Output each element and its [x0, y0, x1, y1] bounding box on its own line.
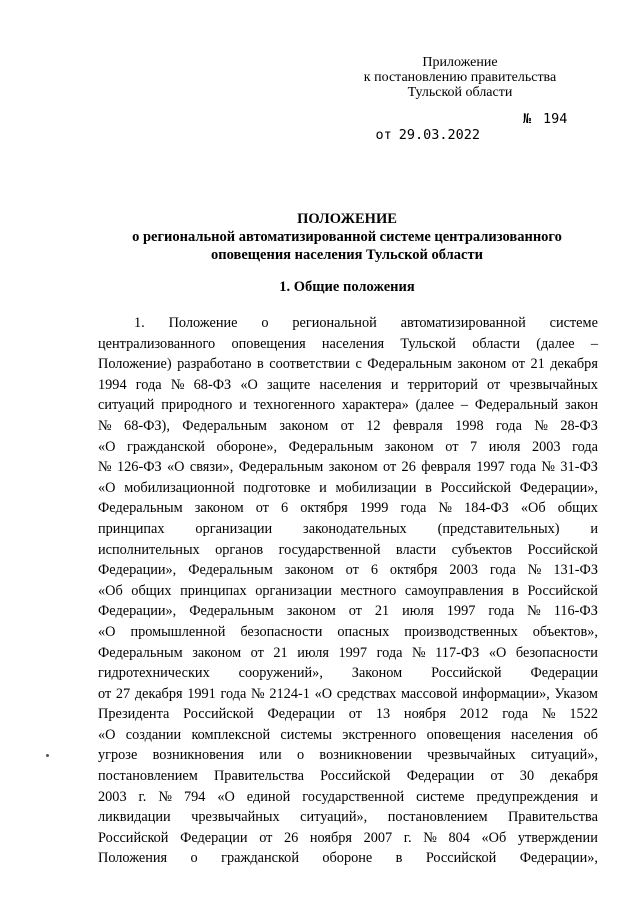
- paragraph-word: организации: [255, 582, 332, 599]
- paragraph-word: законом: [194, 500, 244, 517]
- paragraph-word: 21: [273, 644, 288, 661]
- number-label: №: [523, 111, 532, 127]
- paragraph-word: субъектов: [451, 541, 513, 558]
- paragraph-word: населения: [321, 335, 385, 352]
- paragraph-word: населения: [511, 726, 574, 743]
- paragraph-word: Федерации»,: [98, 562, 177, 579]
- paragraph-word: от: [382, 459, 397, 476]
- paragraph-word: защите: [266, 376, 311, 393]
- paragraph-word: февраля: [421, 459, 471, 476]
- paragraph-word: общих: [131, 582, 172, 599]
- paragraph-word: 1998: [455, 417, 484, 434]
- paragraph-word: года: [400, 500, 427, 517]
- paragraph-word: средствах: [336, 685, 397, 702]
- paragraph-word: «О: [98, 479, 116, 496]
- paragraph-word: чрезвычайных: [427, 747, 516, 764]
- paragraph-word: 126-ФЗ: [117, 459, 162, 476]
- paragraph-word: организации: [195, 520, 273, 537]
- paragraph-word: 7: [470, 438, 478, 455]
- paragraph-line: [98, 313, 598, 334]
- paragraph-word: №: [98, 459, 112, 476]
- paragraph-word: от: [348, 706, 362, 723]
- paragraph-word: октября: [300, 500, 348, 517]
- paragraph-word: февраля: [392, 417, 443, 434]
- paragraph-word: №: [251, 685, 265, 702]
- paragraph-word: ликвидации: [98, 809, 171, 826]
- section-heading: 1. Общие положения: [279, 279, 415, 295]
- paragraph-word: комплексной: [191, 726, 271, 743]
- paragraph-word: 2012: [459, 706, 489, 723]
- paragraph-word: 30: [519, 768, 535, 785]
- paragraph-word: гражданской: [221, 850, 299, 867]
- paragraph-word: угрозе: [98, 747, 138, 764]
- paragraph-word: 31-ФЗ: [560, 459, 598, 476]
- paragraph-word: от: [250, 644, 264, 661]
- paragraph-line: [98, 848, 598, 869]
- paragraph-word: о: [190, 850, 198, 867]
- paragraph-word: октября: [389, 562, 438, 579]
- paragraph-word: оповещения: [231, 335, 306, 352]
- paragraph-word: гидротехнических: [98, 665, 210, 682]
- paragraph-word: «О: [98, 726, 116, 743]
- decree-date: 29.03.2022: [398, 127, 481, 143]
- paragraph-word: 1997: [476, 459, 505, 476]
- paragraph-word: 26: [401, 459, 416, 476]
- paragraph-word: №: [423, 829, 437, 846]
- paragraph-word: 1997: [338, 644, 368, 661]
- paragraph-word: г.: [403, 829, 412, 846]
- paragraph-word: сооружений»,: [238, 665, 323, 682]
- paragraph-word: от: [348, 603, 362, 620]
- paragraph-word: соответствии: [269, 356, 351, 373]
- paragraph-word: 2003: [98, 788, 127, 805]
- paragraph-line: [98, 828, 598, 849]
- paragraph-word: №: [98, 417, 112, 434]
- paragraph-line: [98, 643, 598, 664]
- paragraph-word: (далее: [415, 397, 454, 414]
- paragraph-word: автоматизированной: [400, 315, 526, 331]
- paragraph-word: принципах: [98, 520, 165, 537]
- paragraph-word: №: [411, 644, 426, 661]
- paragraph-word: 2003: [449, 562, 478, 579]
- paragraph-word: общих: [557, 500, 598, 517]
- paragraph-word: №: [541, 459, 556, 476]
- paragraph-word: чрезвычайных: [509, 376, 598, 393]
- document-title: [100, 210, 594, 264]
- paragraph-word: 28-ФЗ: [560, 417, 598, 434]
- paragraph-word: Положение: [168, 315, 238, 331]
- paragraph-line: [98, 622, 598, 643]
- paragraph-word: 117-ФЗ: [435, 644, 480, 661]
- paragraph-word: и: [239, 397, 247, 414]
- paragraph-word: Федеральным: [182, 417, 267, 434]
- paragraph-word: от: [98, 685, 112, 702]
- paragraph-line: [98, 519, 598, 540]
- paragraph-word: Российской: [425, 850, 497, 867]
- paragraph-word: единой: [246, 788, 291, 805]
- paragraph-word: Федерации: [530, 665, 598, 682]
- paragraph-word: законом: [192, 644, 242, 661]
- paragraph-line: [98, 787, 598, 808]
- paragraph-line: [98, 807, 598, 828]
- paragraph-word: информации»,: [462, 685, 550, 702]
- paragraph-word: 1999: [359, 500, 389, 517]
- paragraph-word: декабря: [550, 356, 598, 373]
- paragraph-line: [98, 457, 598, 478]
- paragraph-line: [98, 601, 598, 622]
- paragraph-word: предупреждения: [476, 788, 579, 805]
- paragraph-word: централизованного: [98, 335, 216, 352]
- paragraph-word: 27: [115, 685, 131, 702]
- paragraph-word: 6: [281, 500, 289, 517]
- paragraph-word: июля: [297, 644, 329, 661]
- paragraph-word: органов: [215, 541, 264, 558]
- paragraph-word: года: [572, 438, 598, 455]
- paragraph-word: законом: [328, 459, 378, 476]
- paragraph-word: территорий: [407, 376, 478, 393]
- paragraph-word: от: [490, 768, 504, 785]
- paragraph-word: о: [261, 315, 269, 331]
- attachment-header: [350, 55, 570, 100]
- paragraph-word: Российской: [527, 582, 598, 599]
- paragraph-word: природного: [161, 397, 233, 414]
- paragraph-word: населения: [319, 376, 382, 393]
- paragraph-word: Российской: [98, 829, 169, 846]
- paragraph-word: производственных: [404, 623, 518, 640]
- paragraph-word: возникновения: [152, 747, 244, 764]
- paragraph-word: 794: [183, 788, 206, 805]
- paragraph-word: 68-ФЗ: [193, 376, 232, 393]
- paragraph-word: связи»,: [189, 459, 234, 476]
- paragraph-word: системе: [416, 788, 465, 805]
- paragraph-word: 13: [375, 706, 391, 723]
- paragraph-word: утверждении: [517, 829, 598, 846]
- paragraph-word: с: [355, 356, 362, 373]
- paragraph-word: 184-ФЗ: [464, 500, 509, 517]
- paragraph-word: 131-ФЗ: [553, 562, 598, 579]
- paragraph-word: года: [502, 706, 529, 723]
- title-line-3: оповещения населения Тульской области: [211, 247, 483, 263]
- paragraph-word: Российской: [527, 541, 598, 558]
- paragraph-word: законом: [284, 562, 334, 579]
- paragraph-word: года: [488, 603, 515, 620]
- paragraph-word: ноября: [403, 706, 447, 723]
- paragraph-word: Положение): [98, 356, 172, 373]
- paragraph-word: законом: [457, 356, 507, 373]
- paragraph-word: 804: [448, 829, 470, 846]
- paragraph-word: «О: [240, 376, 258, 393]
- paragraph-word: Федерации»,: [519, 850, 598, 867]
- title-line-2: о региональной автоматизированной системе централизованного: [132, 229, 562, 245]
- paragraph-word: 2007: [363, 829, 393, 846]
- paragraph-word: постановлением: [98, 768, 198, 785]
- paragraph-word: подготовке: [243, 479, 311, 496]
- paragraph-word: системе: [549, 315, 598, 331]
- paragraph-word: Федеральным: [188, 562, 273, 579]
- paragraph-word: года: [510, 459, 537, 476]
- attachment-label: Приложение: [422, 55, 498, 70]
- paragraph-word: №: [534, 417, 548, 434]
- paragraph-line: [98, 725, 598, 746]
- paragraph-word: г.: [138, 788, 147, 805]
- paragraph-word: 1.: [134, 315, 145, 331]
- paragraph-line: [98, 498, 598, 519]
- paragraph-word: государственной: [278, 541, 381, 558]
- paragraph-word: «Об: [481, 829, 507, 846]
- paragraph-word: от: [445, 438, 459, 455]
- paragraph-word: 116-ФЗ: [553, 603, 598, 620]
- paragraph-word: или: [259, 747, 282, 764]
- paragraph-line: [98, 745, 598, 766]
- paragraph-word: от: [259, 829, 273, 846]
- paragraph-word: постановлением: [387, 809, 488, 826]
- paragraph-word: (далее: [536, 335, 575, 352]
- paragraph-word: 2003: [531, 438, 561, 455]
- paragraph-word: Федерации: [180, 829, 248, 846]
- paragraph-word: №: [527, 562, 542, 579]
- paragraph-word: мобилизации: [335, 479, 417, 496]
- paragraph-word: «О: [314, 685, 333, 702]
- paragraph-word: «Об: [98, 582, 123, 599]
- paragraph-word: №: [158, 788, 172, 805]
- paragraph-word: №: [541, 706, 556, 723]
- paragraph-word: законодательных: [303, 520, 407, 537]
- paragraph-word: законом: [286, 603, 336, 620]
- paragraph-body: [98, 313, 598, 869]
- paragraph-word: обороне»,: [216, 438, 278, 455]
- decree-reference: [343, 111, 568, 159]
- paragraph-word: от: [340, 417, 354, 434]
- paragraph-word: объектов»,: [532, 623, 598, 640]
- paragraph-word: Законом: [351, 665, 403, 682]
- paragraph-word: возникновении: [319, 747, 412, 764]
- paragraph-word: промышленной: [130, 623, 226, 640]
- paragraph-word: от: [487, 376, 501, 393]
- paragraph-word: Федеральным: [288, 438, 374, 455]
- paragraph-word: ноября: [309, 829, 352, 846]
- paragraph-word: Федеральным: [98, 500, 183, 517]
- paragraph-word: Указом: [554, 685, 598, 702]
- paragraph-word: года: [220, 685, 247, 702]
- paragraph-word: 21: [374, 603, 390, 620]
- paragraph-word: декабря: [134, 685, 183, 702]
- paragraph-word: от: [511, 356, 525, 373]
- paragraph-line: [98, 540, 598, 561]
- paragraph-word: Федеральным: [98, 644, 183, 661]
- paragraph-word: 68-ФЗ),: [124, 417, 170, 434]
- date-prefix: от: [375, 127, 392, 143]
- paragraph-word: июля: [402, 603, 434, 620]
- paragraph-word: гражданской: [127, 438, 205, 455]
- decree-number: 194: [543, 111, 568, 127]
- paragraph-word: 21: [530, 356, 545, 373]
- paragraph-word: и: [390, 376, 399, 393]
- paragraph-word: Российской: [431, 665, 502, 682]
- paragraph-line: [98, 478, 598, 499]
- paragraph-word: Российской: [183, 706, 254, 723]
- paragraph-word: области: [472, 335, 520, 352]
- scan-speck: [46, 754, 49, 757]
- paragraph-word: государственной: [302, 788, 405, 805]
- paragraph-word: ситуаций»,: [530, 747, 598, 764]
- paragraph-word: техногенного: [253, 397, 336, 414]
- paragraph-word: 2124-1: [269, 685, 310, 702]
- paragraph-word: обороне: [322, 850, 373, 867]
- paragraph-word: года: [496, 417, 522, 434]
- paragraph-word: исполнительных: [98, 541, 200, 558]
- paragraph-word: власти: [395, 541, 437, 558]
- paragraph-word: Российской: [320, 768, 391, 785]
- paragraph-line: [98, 354, 598, 375]
- paragraph-word: оповещения: [426, 726, 501, 743]
- paragraph-word: Российской: [440, 479, 512, 496]
- paragraph-word: законом: [279, 417, 329, 434]
- paragraph-word: 1991: [187, 685, 216, 702]
- paragraph-word: характера»: [341, 397, 409, 414]
- paragraph-word: 12: [366, 417, 381, 434]
- paragraph-word: в: [512, 582, 519, 599]
- paragraph-word: самоуправления: [404, 582, 504, 599]
- paragraph-line: [98, 560, 598, 581]
- paragraph-line: [98, 437, 598, 458]
- paragraph-word: чрезвычайных: [191, 809, 280, 826]
- paragraph-word: «О: [217, 788, 235, 805]
- paragraph-word: в: [425, 479, 432, 496]
- paragraph-word: массовой: [400, 685, 458, 702]
- paragraph-word: Федерации: [406, 768, 475, 785]
- paragraph-word: Президента: [98, 706, 170, 723]
- paragraph-line: [98, 704, 598, 725]
- paragraph-word: Правительства: [213, 768, 304, 785]
- paragraph-word: региональной: [292, 315, 377, 331]
- paragraph-word: ситуаций»,: [300, 809, 368, 826]
- paragraph-word: Тульской: [400, 335, 456, 352]
- paragraph-word: декабря: [550, 768, 598, 785]
- paragraph-line: [98, 334, 598, 355]
- paragraph-word: №: [438, 500, 453, 517]
- paragraph-word: местного: [340, 582, 397, 599]
- paragraph-line: [98, 395, 598, 416]
- paragraph-word: Положения: [98, 850, 168, 867]
- paragraph-line: [98, 663, 598, 684]
- paragraph-word: «О: [488, 644, 507, 661]
- paragraph-word: системы: [280, 726, 332, 743]
- paragraph-word: и: [319, 479, 327, 496]
- paragraph-word: от: [255, 500, 269, 517]
- paragraph-word: о: [296, 747, 305, 764]
- paragraph-word: в: [395, 850, 403, 867]
- paragraph-word: экстренного: [342, 726, 417, 743]
- paragraph-word: №: [527, 603, 541, 620]
- paragraph-word: (представительных): [437, 520, 560, 537]
- paragraph-word: Федерации»,: [98, 603, 177, 620]
- paragraph-line: [98, 581, 598, 602]
- paragraph-word: 26: [284, 829, 299, 846]
- paragraph-word: «О: [98, 438, 116, 455]
- paragraph-word: и: [590, 788, 598, 805]
- paragraph-word: №: [170, 376, 185, 393]
- paragraph-word: 1997: [446, 603, 476, 620]
- attachment-decree-ref: к постановлению правительства: [363, 70, 557, 85]
- paragraph-word: «Об: [520, 500, 546, 517]
- paragraph-word: –: [460, 397, 468, 414]
- title-line-1: ПОЛОЖЕНИЕ: [297, 211, 397, 227]
- paragraph-word: «О: [98, 623, 116, 640]
- paragraph-word: закон: [564, 397, 598, 414]
- paragraph-word: и: [590, 520, 598, 537]
- paragraph-word: создании: [125, 726, 182, 743]
- paragraph-word: мобилизационной: [124, 479, 235, 496]
- paragraph-word: года: [135, 376, 162, 393]
- paragraph-word: 1522: [569, 706, 598, 723]
- paragraph-word: года: [489, 562, 516, 579]
- paragraph-word: ситуаций: [98, 397, 155, 414]
- paragraph-line: [98, 375, 598, 396]
- paragraph-line: [98, 416, 598, 437]
- paragraph-word: Федерации: [267, 706, 335, 723]
- paragraph-word: законом: [384, 438, 434, 455]
- paragraph-word: от: [345, 562, 359, 579]
- paragraph-word: в: [257, 356, 264, 373]
- attachment-region: Тульской области: [407, 85, 513, 100]
- paragraph-word: принципах: [180, 582, 247, 599]
- paragraph-word: –: [590, 335, 598, 352]
- paragraph-word: Федеральным: [189, 603, 274, 620]
- paragraph-word: опасных: [337, 623, 390, 640]
- paragraph-line: [98, 684, 598, 705]
- paragraph-word: Федерации»,: [519, 479, 598, 496]
- paragraph-line: [98, 766, 598, 787]
- paragraph-word: июля: [488, 438, 521, 455]
- paragraph-word: Федеральный: [474, 397, 559, 414]
- paragraph-word: года: [376, 644, 403, 661]
- paragraph-word: 6: [370, 562, 378, 579]
- paragraph-word: 1994: [98, 376, 127, 393]
- paragraph-word: Федеральным: [367, 356, 452, 373]
- paragraph-word: Правительства: [507, 809, 598, 826]
- paragraph-word: об: [583, 726, 598, 743]
- paragraph-word: «О: [167, 459, 185, 476]
- paragraph-word: разработано: [177, 356, 252, 373]
- paragraph-word: Федеральным: [238, 459, 324, 476]
- paragraph-word: безопасности: [515, 644, 598, 661]
- paragraph-word: безопасности: [240, 623, 323, 640]
